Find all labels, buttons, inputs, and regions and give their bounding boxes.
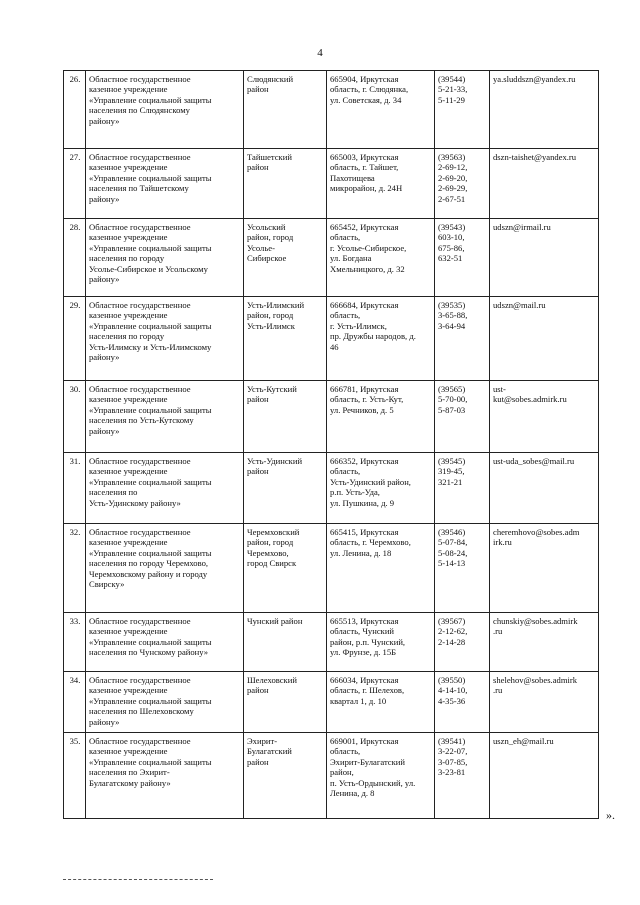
cell-row-number: 35. [64,733,86,819]
cell-territory-line: Булагатский [247,746,292,757]
cell-institution-name-line: казенное учреждение [89,685,168,696]
cell-territory-line: Черемховский [247,527,300,537]
cell-institution-name-line: населения по городу Черемхово, [89,558,209,569]
table-row [64,297,599,381]
cell-institution-name-line: «Управление социальной защиты [89,172,212,183]
cell-address-line: 666684, Иркутская [330,300,399,310]
cell-institution-name-line: населения по Тайшетскому [89,183,189,194]
cell-email-line: dszn-taishet@yandex.ru [493,152,577,162]
cell-territory-line: Черемхово, [247,547,289,558]
cell-institution-name [86,71,244,149]
cell-phone-line: 3-22-07, [438,746,468,757]
cell-phone-line: (39535) [438,300,466,310]
cell-territory [244,733,327,819]
cell-territory [244,71,327,149]
cell-phone [435,71,490,149]
cell-institution-name-line: Областное государственное [89,736,191,746]
cell-phone-line: 5-07-84, [438,537,468,548]
cell-institution-name [86,381,244,453]
cell-phone [435,297,490,381]
cell-email-line: irk.ru [493,537,512,548]
cell-territory-line: Усть-Илимский [247,300,305,310]
cell-email-line: cheremhovo@sobes.adm [493,527,580,537]
cell-address-line: область, г. Слюдянка, [330,84,409,95]
cell-institution-name-line: Областное государственное [89,74,191,84]
cell-phone-line: 5-14-13 [438,558,466,569]
cell-institution-name-line: «Управление социальной защиты [89,756,212,767]
cell-institution-name-line: Областное государственное [89,527,191,537]
footnote-separator [63,879,213,880]
cell-institution-name-line: Черемховскому району и городу [89,568,208,579]
cell-phone-line: 632-51 [438,253,463,264]
cell-territory-line: Усть-Илимск [247,320,295,331]
cell-email [490,381,599,453]
cell-address-line: 665513, Иркутская [330,616,399,626]
cell-territory-line: район [247,466,269,477]
cell-row-number: 29. [64,297,86,381]
cell-address-line: 665904, Иркутская [330,74,399,84]
cell-phone-line: 3-64-94 [438,320,466,331]
cell-email [490,297,599,381]
cell-email [490,71,599,149]
cell-territory-line: Усольский [247,222,286,232]
cell-institution-name-line: Областное государственное [89,152,191,162]
cell-institution-name-line: «Управление социальной защиты [89,547,212,558]
table-row [64,149,599,219]
cell-address-line: квартал 1, д. 10 [330,695,387,706]
cell-territory-line: Усть-Удинский [247,456,303,466]
cell-row-number: 34. [64,672,86,733]
cell-row-number: 27. [64,149,86,219]
cell-address-line: ул. Фрунзе, д. 15Б [330,647,397,658]
cell-row-number: 28. [64,219,86,297]
cell-email-line: udszn@irmail.ru [493,222,551,232]
cell-address [327,524,435,613]
cell-territory-line: район [247,394,269,405]
cell-territory-line: Шелеховский [247,675,297,685]
cell-institution-name-line: населения по Эхирит- [89,767,170,778]
cell-address-line: область, [330,746,361,757]
cell-institution-name-line: Областное государственное [89,616,191,626]
closing-quote-mark: ». [606,808,615,822]
page-number: 4 [317,47,323,59]
cell-address-line: область, г. Шелехов, [330,685,405,696]
cell-institution-name-line: населения по городу [89,253,165,264]
cell-address-line: ул. Ленина, д. 18 [330,547,392,558]
cell-address [327,613,435,672]
cell-address-line: область, г. Усть-Кут, [330,394,404,405]
cell-institution-name-line: Усть-Илимску и Усть-Илимскому [89,341,212,352]
cell-institution-name [86,149,244,219]
cell-institution-name-line: Свирску» [89,579,125,590]
cell-phone-line: 675-86, [438,242,465,253]
cell-address-line: микрорайон, д. 24Н [330,183,403,194]
cell-address-line: область, [330,232,361,243]
cell-email-line: kut@sobes.admirk.ru [493,394,567,405]
cell-phone-line: 2-69-29, [438,183,468,194]
cell-institution-name [86,453,244,524]
cell-email [490,453,599,524]
cell-address [327,149,435,219]
table-row [64,453,599,524]
cell-address-line: область, [330,310,361,321]
cell-address-line: пр. Дружбы народов, д. [330,331,416,342]
cell-row-number: 26. [64,71,86,149]
cell-territory-line: Сибирское [247,253,287,264]
cell-institution-name-line: «Управление социальной защиты [89,476,212,487]
cell-address-line: г. Усть-Илимск, [330,320,387,331]
cell-phone [435,733,490,819]
cell-institution-name-line: району» [89,425,120,436]
cell-territory [244,297,327,381]
cell-email-line: ust- [493,384,506,394]
cell-territory [244,219,327,297]
cell-territory-line: Чунский район [247,616,303,626]
cell-email [490,149,599,219]
cell-institution-name-line: казенное учреждение [89,466,168,477]
cell-address [327,733,435,819]
table-row [64,524,599,613]
cell-phone-line: (39567) [438,616,466,626]
cell-territory-line: район [247,162,269,173]
cell-phone [435,453,490,524]
cell-row-number: 30. [64,381,86,453]
cell-address-line: 666781, Иркутская [330,384,399,394]
cell-address-line: 665003, Иркутская [330,152,399,162]
cell-row-number: 32. [64,524,86,613]
cell-address-line: Усть-Удинский район, [330,476,411,487]
cell-institution-name-line: населения по [89,487,138,498]
cell-email-line: ya.sluddszn@yandex.ru [493,74,576,84]
cell-phone [435,524,490,613]
cell-email [490,733,599,819]
cell-institution-name-line: населения по Шелеховскому [89,706,194,717]
cell-institution-name-line: казенное учреждение [89,310,168,321]
cell-email-line: chunskiy@sobes.admirk [493,616,578,626]
cell-institution-name-line: району» [89,115,120,126]
cell-institution-name-line: населения по Усть-Кутскому [89,415,194,426]
cell-institution-name-line: району» [89,274,120,285]
table-body [64,71,599,819]
cell-institution-name-line: казенное учреждение [89,162,168,173]
cell-address-line: 666352, Иркутская [330,456,399,466]
cell-email-line: udszn@mail.ru [493,300,546,310]
cell-address [327,71,435,149]
cell-phone-line: (39550) [438,675,466,685]
cell-institution-name-line: казенное учреждение [89,626,168,637]
cell-phone [435,672,490,733]
cell-territory [244,149,327,219]
cell-institution-name-line: району» [89,716,120,727]
cell-phone-line: 3-65-88, [438,310,468,321]
cell-territory-line: район, город [247,232,294,243]
cell-institution-name-line: казенное учреждение [89,394,168,405]
cell-territory [244,381,327,453]
cell-phone [435,219,490,297]
cell-institution-name-line: населения по городу [89,331,165,342]
cell-address-line: п. Усть-Ордынский, ул. [330,777,416,788]
cell-address-line: Хмельницкого, д. 32 [330,263,405,274]
cell-address [327,219,435,297]
cell-institution-name-line: казенное учреждение [89,746,168,757]
cell-territory-line: Усолье- [247,242,275,253]
cell-address-line: Ленина, д. 8 [330,788,375,799]
cell-phone-line: 2-12-62, [438,626,468,637]
cell-institution-name-line: казенное учреждение [89,84,168,95]
cell-institution-name-line: населения по Слюдянскому [89,105,190,116]
cell-address-line: р.п. Усть-Уда, [330,487,380,498]
cell-email [490,672,599,733]
cell-institution-name-line: «Управление социальной защиты [89,242,212,253]
cell-address-line: 666034, Иркутская [330,675,399,685]
cell-address-line: Эхирит-Булагатский [330,756,405,767]
cell-institution-name-line: населения по Чунскому району» [89,647,209,658]
cell-email [490,219,599,297]
cell-institution-name-line: «Управление социальной защиты [89,695,212,706]
cell-phone-line: 319-45, [438,466,465,477]
cell-phone-line: 2-14-28 [438,636,466,647]
cell-territory [244,672,327,733]
cell-address-line: область, г. Черемхово, [330,537,411,548]
cell-address [327,381,435,453]
cell-institution-name-line: району» [89,193,120,204]
cell-phone [435,613,490,672]
cell-institution-name-line: «Управление социальной защиты [89,636,212,647]
cell-email-line: ust-uda_sobes@mail.ru [493,456,575,466]
cell-phone [435,381,490,453]
cell-phone-line: 321-21 [438,476,463,487]
cell-phone-line: (39546) [438,527,466,537]
cell-address-line: 665452, Иркутская [330,222,399,232]
cell-address-line: ул. Пушкина, д. 9 [330,497,395,508]
cell-territory-line: Тайшетский [247,152,292,162]
cell-institution-name-line: Булагатскому району» [89,777,171,788]
cell-address-line: Пахотищева [330,172,375,183]
cell-institution-name-line: «Управление социальной защиты [89,404,212,415]
cell-phone [435,149,490,219]
cell-address-line: 46 [330,341,339,352]
cell-address [327,672,435,733]
cell-territory-line: район [247,756,269,767]
cell-address-line: область, Чунский [330,626,395,637]
cell-address-line: 665415, Иркутская [330,527,399,537]
cell-institution-name [86,219,244,297]
cell-address [327,453,435,524]
cell-phone-line: 4-35-36 [438,695,466,706]
table-row [64,672,599,733]
cell-territory-line: Эхирит- [247,736,278,746]
cell-institution-name-line: Областное государственное [89,384,191,394]
cell-email-line: .ru [493,626,503,637]
cell-address [327,297,435,381]
cell-phone-line: (39543) [438,222,466,232]
cell-territory [244,453,327,524]
cell-phone-line: 3-23-81 [438,767,466,778]
cell-institution-name-line: Областное государственное [89,222,191,232]
cell-phone-line: (39565) [438,384,466,394]
cell-phone-line: 5-70-00, [438,394,468,405]
cell-address-line: область, г. Тайшет, [330,162,399,173]
cell-institution-name-line: району» [89,352,120,363]
cell-address-line: г. Усолье-Сибирское, [330,242,407,253]
cell-institution-name [86,613,244,672]
cell-institution-name [86,733,244,819]
institutions-table [63,70,599,819]
cell-territory-line: район, город [247,537,294,548]
cell-address-line: ул. Речников, д. 5 [330,404,394,415]
cell-territory-line: Усть-Кутский [247,384,297,394]
cell-institution-name-line: Областное государственное [89,300,191,310]
cell-phone-line: 5-87-03 [438,404,466,415]
cell-territory [244,613,327,672]
cell-institution-name [86,524,244,613]
cell-address-line: ул. Советская, д. 34 [330,94,402,105]
cell-email-line: .ru [493,685,503,696]
cell-row-number: 31. [64,453,86,524]
cell-territory-line: район, город [247,310,294,321]
table-row [64,733,599,819]
cell-institution-name-line: Областное государственное [89,675,191,685]
cell-institution-name [86,672,244,733]
cell-institution-name-line: «Управление социальной защиты [89,94,212,105]
cell-email [490,524,599,613]
cell-territory-line: Слюдянский [247,74,294,84]
cell-phone-line: 603-10, [438,232,465,243]
cell-email [490,613,599,672]
cell-address-line: область, [330,466,361,477]
cell-address-line: район, [330,767,354,778]
cell-email-line: uszn_eh@mail.ru [493,736,554,746]
cell-address-line: район, р.п. Чунский, [330,636,406,647]
cell-row-number: 33. [64,613,86,672]
cell-institution-name [86,297,244,381]
cell-phone-line: 5-11-29 [438,94,465,105]
cell-institution-name-line: казенное учреждение [89,232,168,243]
cell-phone-line: 5-21-33, [438,84,468,95]
cell-institution-name-line: Усть-Удинскому району» [89,497,181,508]
table-row [64,219,599,297]
cell-phone-line: 2-69-12, [438,162,468,173]
cell-territory [244,524,327,613]
cell-territory-line: район [247,685,269,696]
cell-institution-name-line: Областное государственное [89,456,191,466]
cell-territory-line: город Свирск [247,558,297,569]
table-row [64,613,599,672]
cell-phone-line: (39544) [438,74,466,84]
cell-phone-line: 2-67-51 [438,193,466,204]
cell-phone-line: (39563) [438,152,466,162]
cell-phone-line: (39545) [438,456,466,466]
cell-email-line: shelehov@sobes.admirk [493,675,578,685]
cell-address-line: ул. Богдана [330,253,372,264]
cell-institution-name-line: «Управление социальной защиты [89,320,212,331]
cell-phone-line: 5-08-24, [438,547,468,558]
cell-phone-line: (39541) [438,736,466,746]
cell-territory-line: район [247,84,269,95]
table-row [64,71,599,149]
cell-institution-name-line: Усолье-Сибирское и Усольскому [89,263,208,274]
table-row [64,381,599,453]
cell-institution-name-line: казенное учреждение [89,537,168,548]
cell-phone-line: 4-14-10, [438,685,468,696]
cell-phone-line: 3-07-85, [438,756,468,767]
cell-phone-line: 2-69-20, [438,172,468,183]
cell-address-line: 669001, Иркутская [330,736,399,746]
